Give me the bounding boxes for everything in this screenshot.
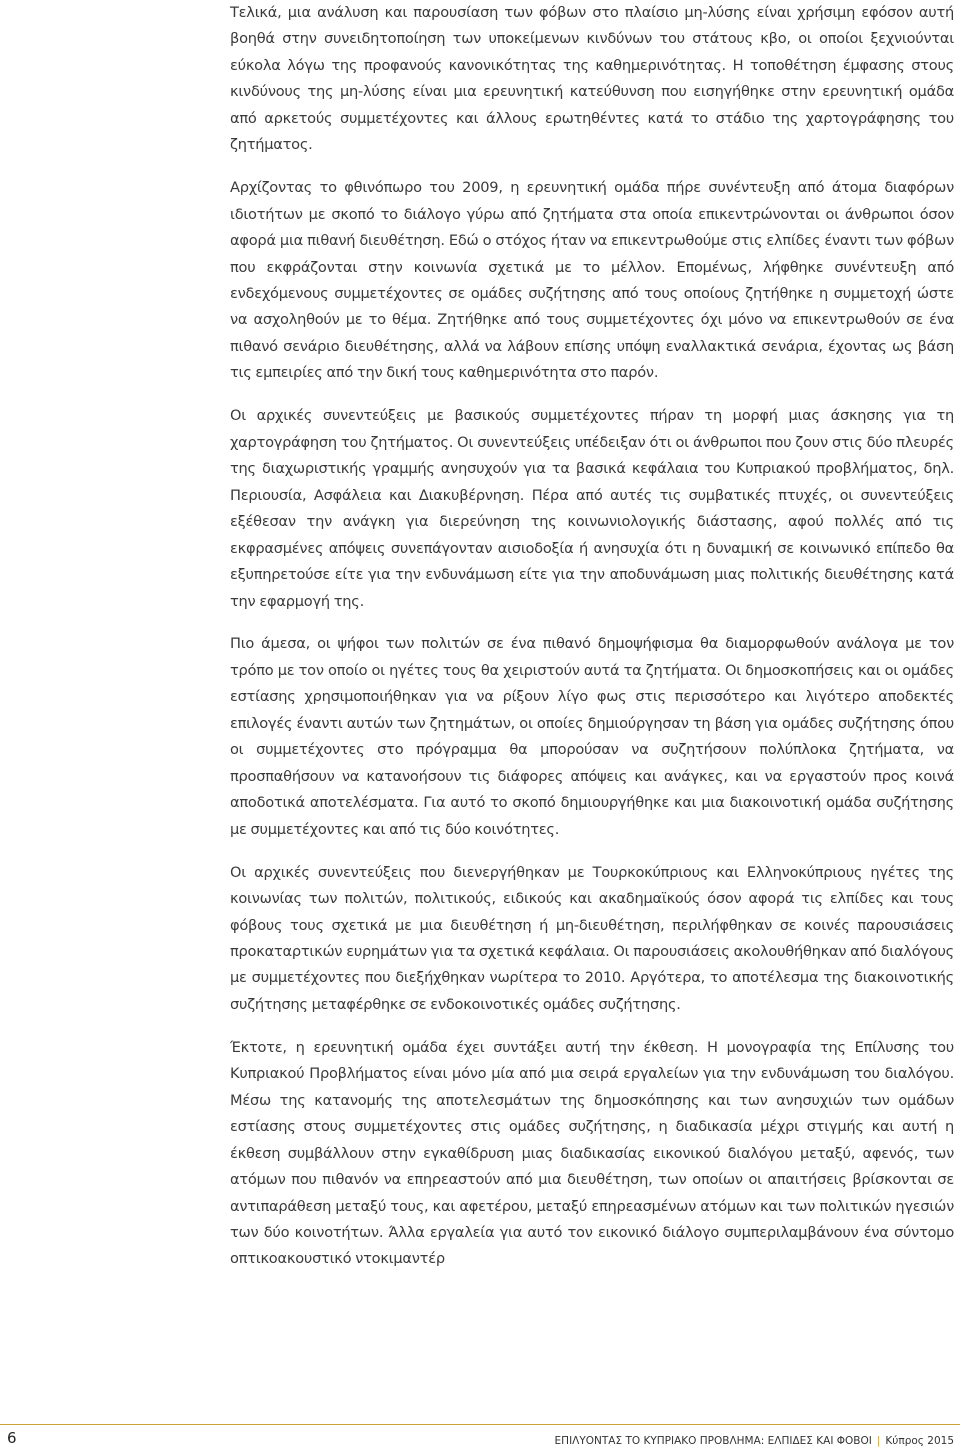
paragraph: Έκτοτε, η ερευνητική ομάδα έχει συντάξει αυτή την έκθεση. Η μονογραφία της Επίλυσης του Κυπριακού Προβλήματος είναι μόνο μία από μια σειρά εργαλείων για την ενδυνάμωση του διαλόγου. Μέσω της κατανομής της αποτελεσμάτων της δημοσκόπησης και των ανησυχιών των ομάδων εστίασης στους συμμετέχοντες στις ομάδες συζήτησης, η διαδικασία μέχρι στιγμής και αυτή η έκθεση συμβάλλουν στην εγκαθίδρυση μιας διαδικασίας εικονικού διαλόγου μεταξύ, αφενός, των ατόμων που πιθανόν να επηρεαστούν από μια διευθέτηση, των οποίων οι απαιτήσεις βρίσκονται σε αντιπαράθεση μεταξύ τους, και αφετέρου, μεταξύ επηρεασμένων ατόμων και των πολιτικών ηγεσιών των δύο κοινοτήτων. Άλλα εργαλεία για αυτό τον εικονικό διάλογο συμπεριλαμβάνουν ένα σύντομο οπτικοακουστικό ντοκιμαντέρ — [230, 1038, 954, 1268]
paragraph: Οι αρχικές συνεντεύξεις που διενεργήθηκαν με Τουρκοκύπριους και Ελληνοκύπριους ηγέτες της κοινωνίας των πολιτών, πολιτικούς, ειδικούς και ακαδημαϊκούς όσον αφορά τις ελπίδες και τους φόβους τους σχετικά με μια διευθέτηση ή μη-διευθέτηση, περιλήφθηκαν σε κοινές παρουσιάσεις προκαταρτικών ευρημάτων για τα σχετικά κεφάλαια. Οι παρουσιάσεις ακολουθήθηκαν από διαλόγους με συμμετέχοντες που διεξήχθηκαν νωρίτερα το 2010. Αργότερα, το αποτέλεσμα της διακοινοτικής συζήτησης μεταφέρθηκε σε ενδοκοινοτικές ομάδες συζήτησης. — [230, 863, 954, 1013]
paragraph: Αρχίζοντας το φθινόπωρο του 2009, η ερευνητική ομάδα πήρε συνέντευξη από άτομα διαφόρων ιδιοτήτων με σκοπό το διάλογο γύρω από ζητήματα στα οποία επικεντρώνονται οι άνθρωποι όσον αφορά μια πιθανή διευθέτηση. Εδώ ο στόχος ήταν να επικεντρωθούμε στις ελπίδες έναντι των φόβων που εκφράζονται στην κοινωνία σχετικά με το μέλλον. Επομένως, λήφθηκε συνέντευξη από ενδεχόμενους συμμετέχοντες σε ομάδες συζήτησης από τους οποίους ζητήθηκε η συμμετοχή ώστε να ασχοληθούν με το θέμα. Ζητήθηκε από τους συμμετέχοντες όχι μόνο να επικεντρωθούν σε ένα πιθανό σενάριο διευθέτησης, αλλά να λάβουν επίσης υπόψη εναλλακτικά σενάρια, έχοντας ως βάση τις εμπειρίες από την δική τους καθημερινότητα στο παρόν. — [230, 179, 954, 382]
footer-separator: | — [876, 1435, 881, 1447]
page-number: 6 — [7, 1429, 17, 1447]
paragraph: Οι αρχικές συνεντεύξεις με βασικούς συμμετέχοντες πήραν τη μορφή μιας άσκησης για τη χαρτογράφηση του ζητήματος. Οι συνεντεύξεις υπέδειξαν ότι οι άνθρωποι που ζουν στις δύο πλευρές της διαχωριστικής γραμμής ανησυχούν για τα βασικά κεφάλαια του Κυπριακού προβλήματος, δηλ. Περιουσία, Ασφάλεια και Διακυβέρνηση. Πέρα από αυτές τις συμβατικές πτυχές, οι συνεντεύξεις εξέθεσαν την ανάγκη για διερεύνηση της κοινωνιολογικής διάστασης, αφού πολλές από τις εκφρασμένες απόψεις συνεπάγονταν αισιοδοξία ή ανησυχία ότι η δυναμική σε κοινωνικό επίπεδο θα εξυπηρετούσε είτε για την ενδυνάμωση είτε για την αποδυνάμωση μιας πολιτικής διευθέτησης κατά την εφαρμογή της. — [230, 407, 954, 610]
running-footer — [555, 1433, 954, 1449]
paragraph: Πιο άμεσα, οι ψήφοι των πολιτών σε ένα πιθανό δημοψήφισμα θα διαμορφωθούν ανάλογα με τον τρόπο με τον οποίο οι ηγέτες τους θα χειριστούν αυτά τα ζητήματα. Οι δημοσκοπήσεις και οι ομάδες εστίασης χρησιμοποιήθηκαν για να ρίξουν λίγο φως στις περισσότερο και λιγότερο αποδεκτές επιλογές έναντι αυτών των ζητημάτων, οι οποίες δημιούργησαν τη βάση για ομάδες συζήτησης όπου οι συμμετέχοντες στο πρόγραμμα θα μπορούσαν να συζητήσουν πολύπλοκα ζητήματα, να προσπαθήσουν να κατανοήσουν τις διάφορες απόψεις και ανάγκες, και να εργαστούν προς κοινά αποδοτικά αποτελέσματα. Για αυτό το σκοπό δημιουργήθηκε και μια διακοινοτική ομάδα συζήτησης με συμμετέχοντες και από τις δύο κοινότητες. — [230, 635, 954, 838]
paragraph: Τελικά, μια ανάλυση και παρουσίαση των φόβων στο πλαίσιο μη-λύσης είναι χρήσιμη εφόσον αυτή βοηθά στην συνειδητοποίηση των υποκείμενων κινδύνων του στάτους κβο, οι οποίοι ξεχνιούνται εύκολα λόγω της προφανούς κανονικότητας της καθημερινότητας. Η τοποθέτηση έμφασης στους κινδύνους της μη-λύσης είναι μια ερευνητική κατεύθυνση που εισηγήθηκε στην ερευνητική ομάδα από αρκετούς συμμετέχοντες και άλλους ερωτηθέντες κατά το στάδιο της χαρτογράφησης του ζητήματος. — [230, 4, 954, 154]
body-text — [230, 0, 954, 1289]
footer-edition: Κύπρος 2015 — [885, 1435, 954, 1447]
footer-divider — [0, 1424, 960, 1425]
footer-title: ΕΠΙΛΥΟΝΤΑΣ ΤΟ ΚΥΠΡΙΑΚΟ ΠΡΟΒΛΗΜΑ: ΕΛΠΙΔΕΣ ΚΑΙ ΦΟΒΟΙ — [554, 1435, 872, 1447]
